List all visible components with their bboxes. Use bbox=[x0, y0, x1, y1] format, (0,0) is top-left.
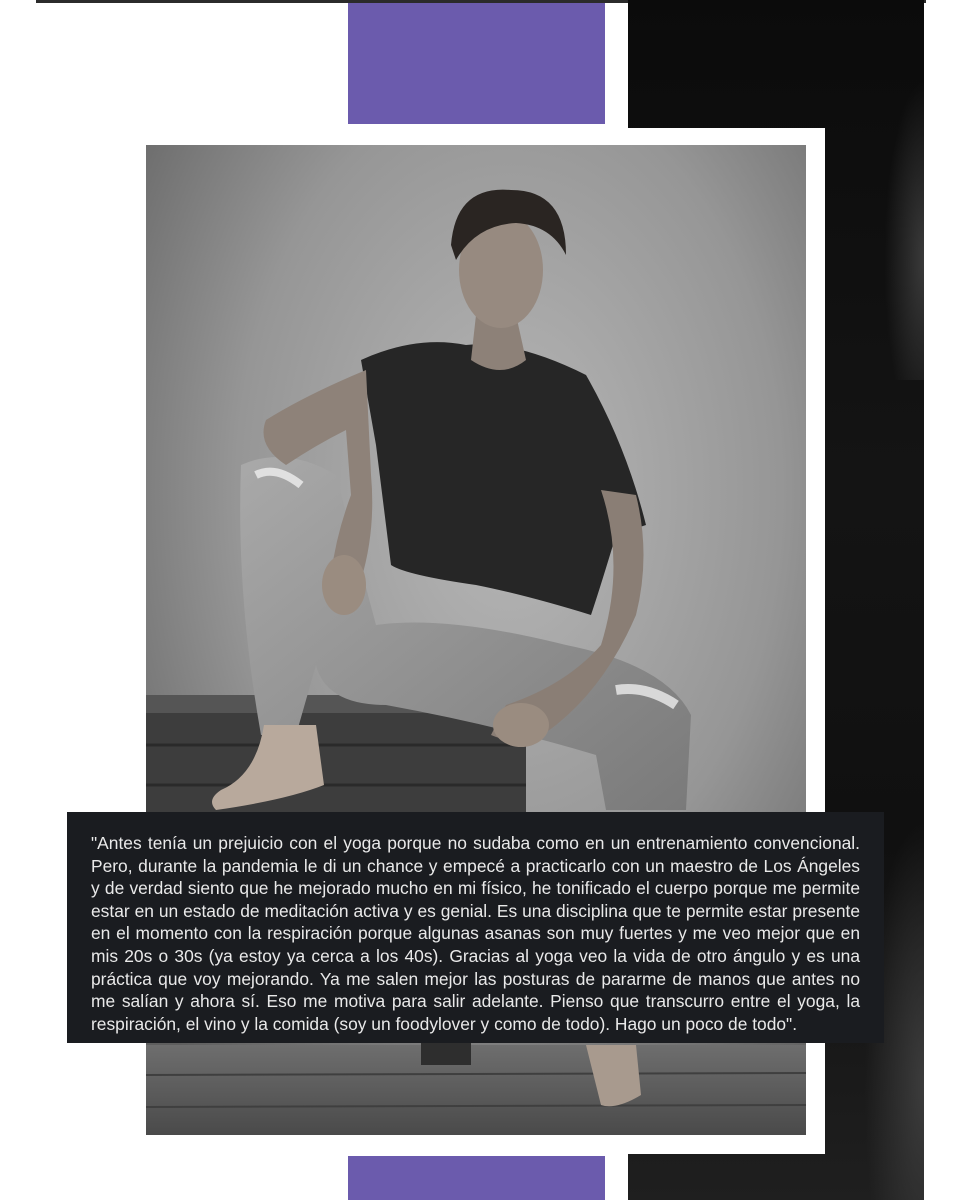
quote-box bbox=[67, 812, 884, 1043]
accent-block-top bbox=[348, 3, 605, 124]
panel-shadow bbox=[884, 80, 924, 380]
accent-block-bottom bbox=[348, 1156, 605, 1200]
quote-text: "Antes tenía un prejuicio con el yoga porque no sudaba como en un entrenamiento convencional. Pero, durante la pandemia le di un chance y empecé a practicarlo con un maestro de Los Ángeles y de verdad siento que he mejorado mucho en mi físico, he tonificado el cuerpo porque me permite estar en un estado de meditación activa y es genial. Es una disciplina que te permite estar presente en el momento con la respiración porque algunas asanas son muy fuertes y me veo mejor que en mis 20s o 30s (ya estoy ya cerca a los 40s). Gracias al yoga veo la vida de otro ángulo y es una práctica que voy mejorando. Ya me salen mejor las posturas de pararme de manos que antes no me salían y ahora sí. Eso me motiva para salir adelante. Pienso que transcurro entre el yoga, la respiración, el vino y la comida (soy un foodylover y como de todo). Hago un poco de todo". bbox=[91, 833, 860, 1034]
